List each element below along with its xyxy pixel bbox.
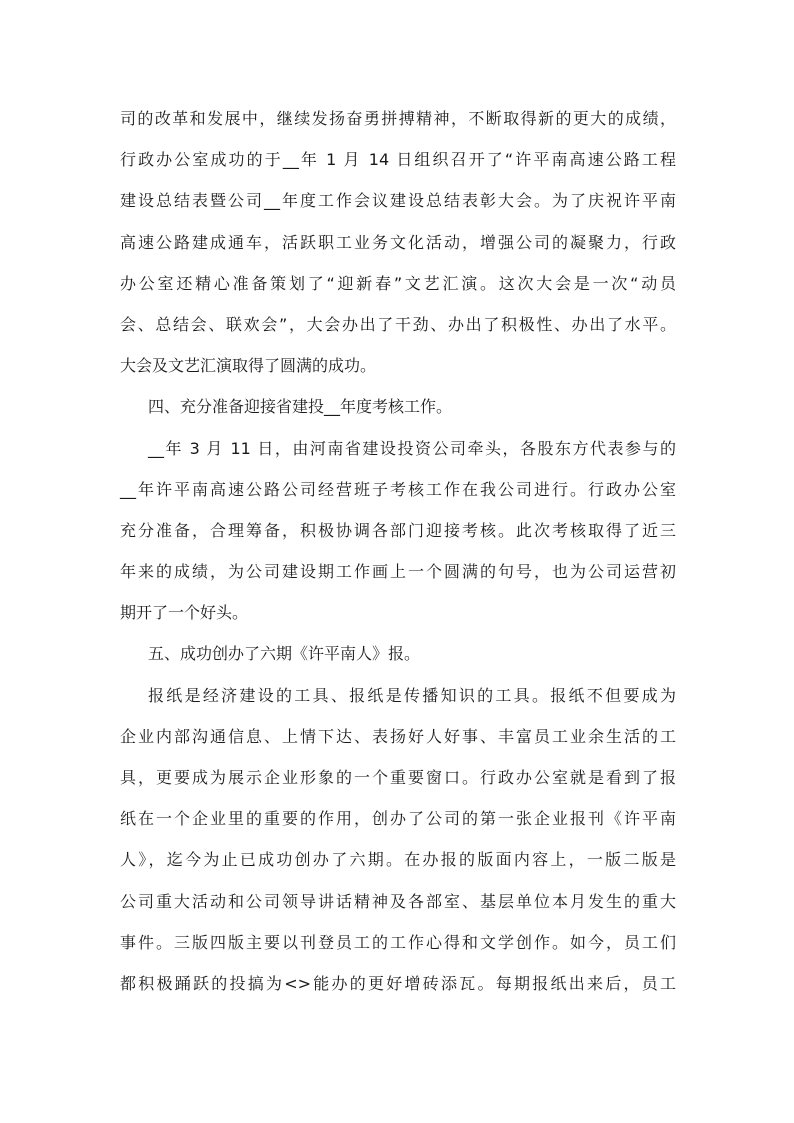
text-line: 四、充分准备迎接省建投__年度考核工作。 bbox=[148, 397, 453, 417]
text-line: 人》，迄今为止已成功创办了六期。在办报的版面内容上，一版二版是 bbox=[120, 850, 676, 870]
text-line: 充分准备，合理筹备，积极协调各部门迎接考核。此次考核取得了近三 bbox=[120, 520, 676, 540]
text-line: 年来的成绩，为公司建设期工作画上一个圆满的句号，也为公司运营初 bbox=[120, 562, 676, 582]
text-line: __年 3 月 11 日，由河南省建设投资公司牵头，各股东方代表参与的 bbox=[148, 438, 676, 458]
text-line: __年许平南高速公路公司经营班子考核工作在我公司进行。行政办公室 bbox=[120, 479, 676, 499]
text-line: 司的改革和发展中，继续发扬奋勇拼搏精神，不断取得新的更大的成绩， bbox=[120, 109, 676, 128]
text-line: 高速公路建成通车，活跃职工业务文化活动，增强公司的凝聚力，行政 bbox=[120, 232, 676, 252]
text-line: 报纸是经济建设的工具、报纸是传播知识的工具。报纸不但要成为 bbox=[148, 685, 676, 705]
text-line: 会、总结会、联欢会”，大会办出了干劲、办出了积极性、办出了水平。 bbox=[120, 314, 676, 334]
text-line: 期开了一个好头。 bbox=[120, 603, 249, 623]
text-line: 具，更要成为展示企业形象的一个重要窗口。行政办公室就是看到了报 bbox=[120, 768, 676, 787]
text-line: 建设总结表暨公司__年度工作会议建设总结表彰大会。为了庆祝许平南 bbox=[120, 191, 676, 211]
text-line: 纸在一个企业里的重要的作用，创办了公司的第一张企业报刊《许平南 bbox=[120, 809, 676, 829]
text-line: 行政办公室成功的于__年 1 月 14 日组织召开了“许平南高速公路工程 bbox=[120, 150, 676, 170]
text-line: 公司重大活动和公司领导讲话精神及各部室、基层单位本月发生的重大 bbox=[120, 891, 676, 911]
text-line: 都积极踊跃的投搞为<>能办的更好增砖添瓦。每期报纸出来后，员工 bbox=[120, 973, 676, 993]
text-line: 办公室还精心准备策划了“迎新春”文艺汇演。这次大会是一次“动员 bbox=[120, 273, 676, 293]
document-body bbox=[120, 98, 676, 1004]
text-line: 事件。三版四版主要以刊登员工的工作心得和文学创作。如今，员工们 bbox=[120, 932, 676, 952]
text-line: 企业内部沟通信息、上情下达、表扬好人好事、丰富员工业余生活的工 bbox=[120, 726, 676, 746]
text-line: 五、成功创办了六期《许平南人》报。 bbox=[148, 644, 421, 664]
text-line: 大会及文艺汇演取得了圆满的成功。 bbox=[120, 356, 377, 376]
